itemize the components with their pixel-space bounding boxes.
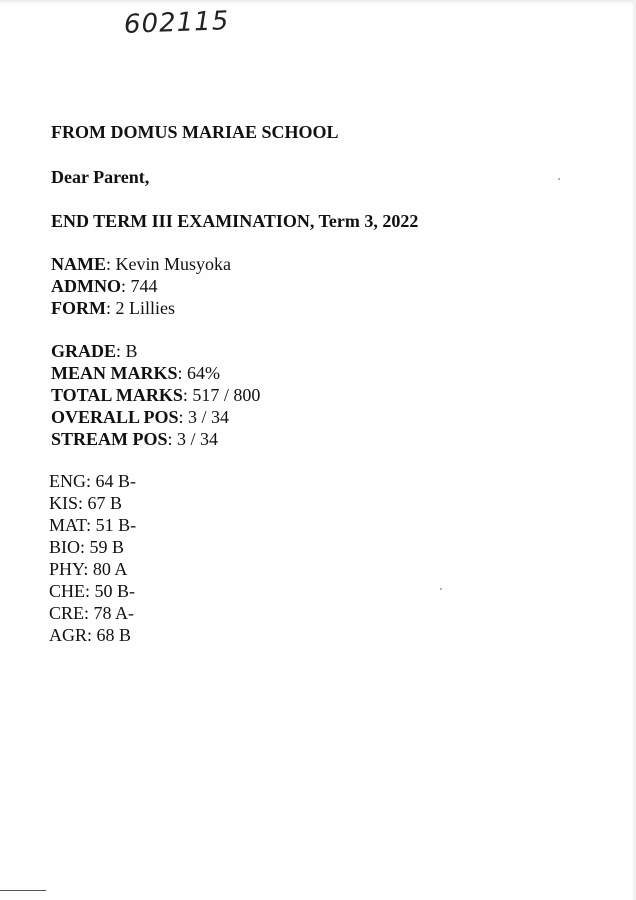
name-label: NAME [51, 254, 106, 274]
subject-row: MAT: 51 B- [49, 515, 137, 535]
subject-row: KIS: 67 B [49, 493, 123, 513]
form-label: FORM [51, 298, 106, 318]
subject-row: BIO: 59 B [49, 537, 125, 557]
scan-speck [558, 178, 560, 180]
subject-row: CRE: 78 A- [49, 603, 135, 623]
student-details [51, 253, 231, 319]
name-value: Kevin Musyoka [115, 254, 232, 274]
scan-mark-bottom [0, 890, 46, 891]
admno-row: ADMNO: 744 [51, 276, 158, 296]
mean-row: MEAN MARKS: 64% [51, 363, 221, 383]
stream-pos-value: 3 / 34 [177, 429, 219, 449]
form-value: 2 Lillies [115, 298, 175, 318]
total-row: TOTAL MARKS: 517 / 800 [51, 385, 261, 405]
mean-label: MEAN MARKS [51, 363, 178, 383]
grade-row: GRADE: B [51, 341, 138, 361]
handwritten-number: 602115 [123, 6, 230, 40]
greeting: Dear Parent, [51, 167, 150, 187]
overall-pos-value: 3 / 34 [188, 407, 230, 427]
grade-value: B [125, 341, 138, 361]
subject-row: ENG: 64 B- [49, 471, 136, 491]
summary-details [51, 340, 260, 450]
subject-row: PHY: 80 A [49, 559, 128, 579]
stream-pos-label: STREAM POS [51, 429, 168, 449]
scan-speck [440, 588, 442, 590]
exam-title: END TERM III EXAMINATION, Term 3, 2022 [51, 211, 419, 231]
subject-row: CHE: 50 B- [49, 581, 136, 601]
subject-scores [49, 470, 136, 646]
total-label: TOTAL MARKS [51, 385, 183, 405]
overall-pos-row: OVERALL POS: 3 / 34 [51, 407, 230, 427]
admno-value: 744 [130, 276, 158, 296]
name-row: NAME: Kevin Musyoka [51, 254, 232, 274]
total-value: 517 / 800 [192, 385, 261, 405]
scan-edge-top [0, 0, 636, 4]
mean-value: 64% [187, 363, 221, 383]
stream-pos-row: STREAM POS: 3 / 34 [51, 429, 219, 449]
admno-label: ADMNO [51, 276, 121, 296]
form-row: FORM: 2 Lillies [51, 298, 175, 318]
grade-label: GRADE [51, 341, 117, 361]
subject-row: AGR: 68 B [49, 625, 132, 645]
school-heading: FROM DOMUS MARIAE SCHOOL [51, 122, 339, 142]
overall-pos-label: OVERALL POS [51, 407, 179, 427]
